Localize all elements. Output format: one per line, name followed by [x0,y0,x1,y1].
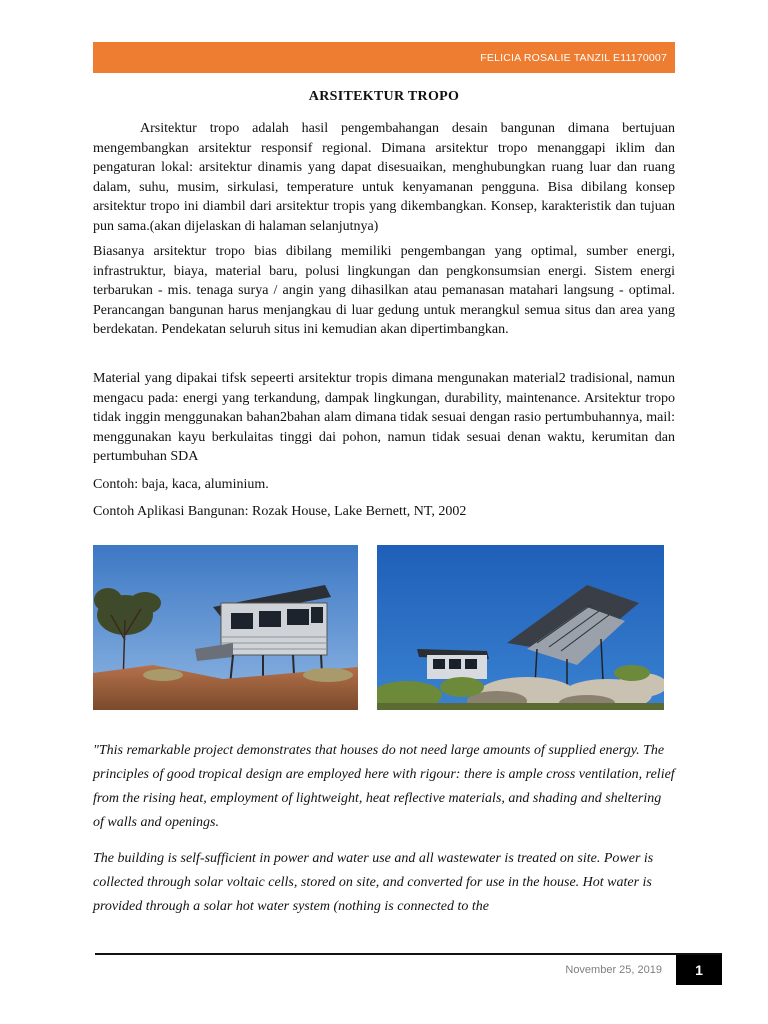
header-bar [93,42,675,73]
paragraph-material: Material yang dipakai tifsk sepeerti arsitektur tropis dimana mengunakan material2 tradisional, namun mengacu pada: energi yang terkandung, dampak lingkungan, durability, maintenance. Arsitektur tropo tidak inggin menggunakan bahan2bahan alam dimana tidak sesuai dengan rasio pertumbuhannya, mail: menggunakan kayu berkulaitas tinggi dai pohon, namun tidak sesuai denan waktu, kerumitan dan pertumbuhan SDA [93,371,675,465]
quote-paragraph-2: The building is self-sufficient in power and water use and all wastewater is treated on site. Power is collected through solar voltaic cells, stored on site, and converted for use in the house. Hot water is provided through a solar hot water system (nothing is connected to the [93,851,654,914]
rozak-house-photo-right [377,545,664,710]
footer-date: November 25, 2019 [565,964,662,976]
paragraph-energy: Biasanya arsitektur tropo bias dibilang memiliki pengembangan yang optimal, sumber energi, infrastruktur, biaya, material baru, polusi lingkungan dan pengkonsumsian energi. Sistem energi terbarukan - mis. tenaga surya / angin yang dihasilkan atau pemanasan matahari langsung - optimal. Perancangan bangunan harus menjangkau di luar gedung untuk merangkul semua situs dan area yang berdekatan. Pendekatan seluruh situs ini kemudian akan dipertimbangkan. [93,244,675,338]
rozak-house-photo-left [93,545,358,710]
page-title: ARSITEKTUR TROPO [308,89,460,104]
footer-rule [95,953,722,955]
page-number: 1 [676,955,722,985]
quote-paragraph-1: "This remarkable project demonstrates that houses do not need large amounts of supplied energy. The principles of good tropical design are employed here with rigour: there is ample cross ventilation, relief from the rising heat, employment of lightweight, heat reflective materials, and shading and sheltering of walls and openings. [93,743,675,830]
header-author: FELICIA ROSALIE TANZIL E11170007 [480,51,667,64]
paragraph-building-example: Contoh Aplikasi Bangunan: Rozak House, Lake Bernett, NT, 2002 [93,504,467,519]
paragraph-intro: Arsitektur tropo adalah hasil pengembahangan desain bangunan dimana bertujuan mengembangkan arsitektur responsif regional. Dimana arsitektur tropo menanggapi iklim dan pengaturan lokal: arsitektur dinamis yang dapat disesuaikan, menghubungkan ruang luar dan ruang dalam, suhu, musim, sirkulasi, temperature untuk kenyamanan pengguna. Bisa dibilang konsep arsitektur tropo ini diambil dari arsitektur tropis yang dikembangkan. Konsep, karakteristik dan tujuan pun sama.(akan dijelaskan di halaman selanjutnya) [93,121,675,234]
paragraph-material-example: Contoh: baja, kaca, aluminium. [93,477,269,492]
